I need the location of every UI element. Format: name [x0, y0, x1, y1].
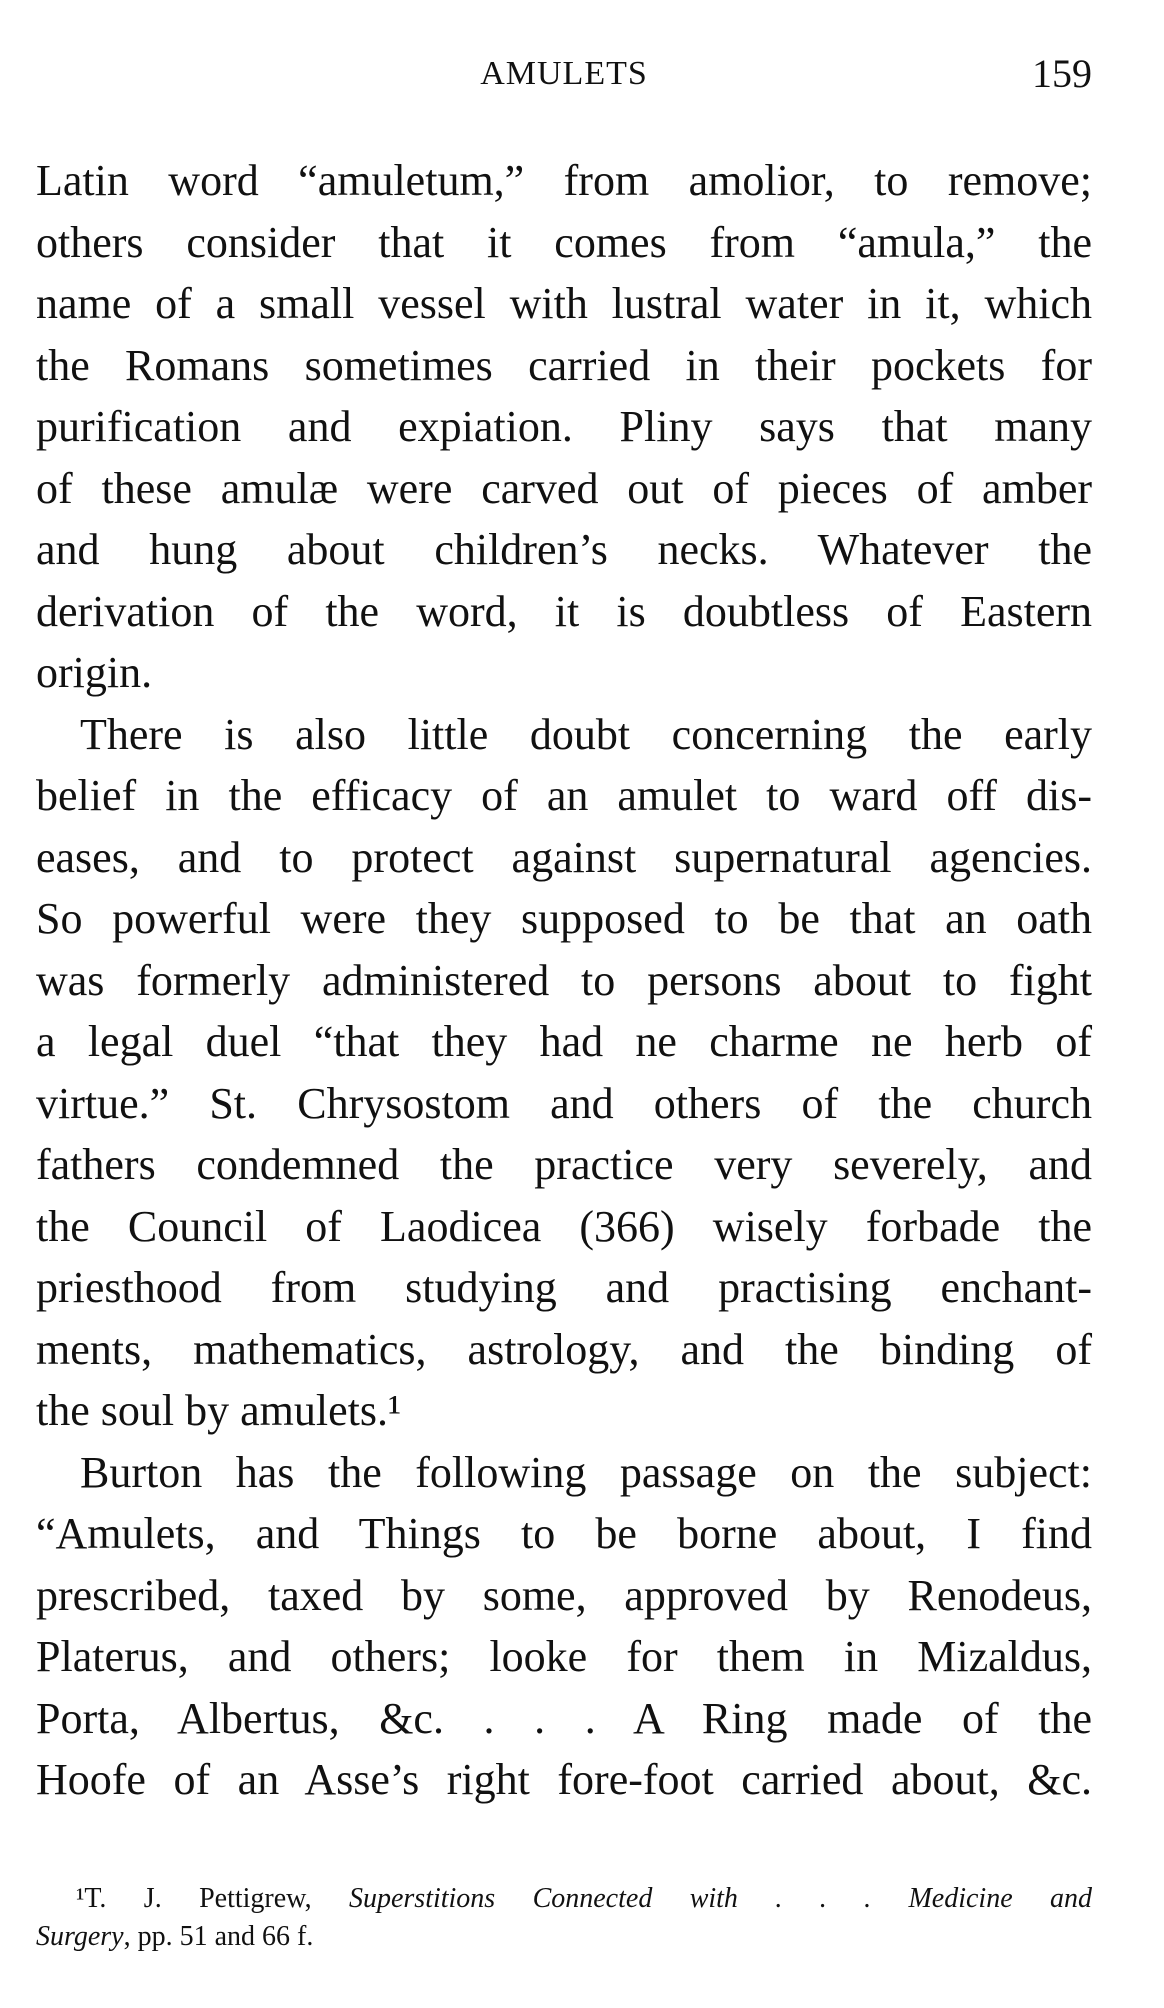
footnote-marker: ¹: [76, 1883, 85, 1914]
text-line: priesthood from studying and practising enchant-: [36, 1263, 1092, 1312]
text-line: origin.: [36, 648, 153, 697]
text-line: Hoofe of an Asse’s right fore-foot carried about, &c.: [36, 1755, 1092, 1804]
text-line: Burton has the following passage on the subject:: [80, 1447, 1092, 1497]
text-line: ments, mathematics, astrology, and the binding of: [36, 1324, 1092, 1374]
text-line: “Amulets, and Things to be borne about, I find: [36, 1509, 1092, 1558]
text-line: belief in the efficacy of an amulet to ward off dis-: [36, 771, 1092, 820]
text-line: the Romans sometimes carried in their pockets for: [36, 340, 1092, 390]
page-number: 159: [1032, 51, 1092, 96]
footnote-pages: , pp. 51 and 66 f.: [123, 1921, 314, 1952]
body-text: [36, 150, 1092, 1811]
text-line: derivation of the word, it is doubtless of Eastern: [36, 586, 1092, 636]
footnote-author: T. J. Pettigrew,: [84, 1883, 349, 1914]
text-line: purification and expiation. Pliny says that many: [36, 402, 1092, 451]
footnote: [36, 1880, 1092, 1956]
footnote-line: [36, 1880, 1092, 1918]
text-line: fathers condemned the practice very severely, and: [36, 1140, 1092, 1189]
text-line: eases, and to protect against supernatural agencies.: [36, 832, 1092, 882]
text-line: Latin word “amuletum,” from amolior, to remove;: [36, 156, 1092, 205]
running-head: [36, 44, 1092, 104]
text-line: the Council of Laodicea (366) wisely forbade the: [36, 1201, 1092, 1251]
text-line: the soul by amulets.¹: [36, 1386, 402, 1435]
running-title: AMULETS: [480, 55, 648, 92]
text-line: of these amulæ were carved out of pieces of amber: [36, 463, 1092, 513]
footnote-title: Superstitions Connected with . . . Medicine and: [348, 1883, 1092, 1914]
text-line: and hung about children’s necks. Whatever the: [36, 525, 1092, 574]
text-line: was formerly administered to persons about to fight: [36, 955, 1092, 1005]
footnote-title-continued: Surgery: [36, 1921, 124, 1952]
text-line: Porta, Albertus, &c. . . . A Ring made of the: [36, 1693, 1092, 1743]
text-line: a legal duel “that they had ne charme ne herb of: [36, 1017, 1092, 1066]
footnote-line: [36, 1918, 1092, 1956]
text-line: Platerus, and others; looke for them in Mizaldus,: [36, 1632, 1092, 1681]
text-line: prescribed, taxed by some, approved by Renodeus,: [36, 1570, 1092, 1620]
text-line: There is also little doubt concerning the early: [80, 709, 1092, 759]
text-line: others consider that it comes from “amula,” the: [36, 217, 1092, 267]
text-line: virtue.” St. Chrysostom and others of the church: [36, 1078, 1092, 1128]
text-line: So powerful were they supposed to be that an oath: [36, 894, 1092, 943]
text-line: name of a small vessel with lustral water in it, which: [36, 279, 1092, 328]
